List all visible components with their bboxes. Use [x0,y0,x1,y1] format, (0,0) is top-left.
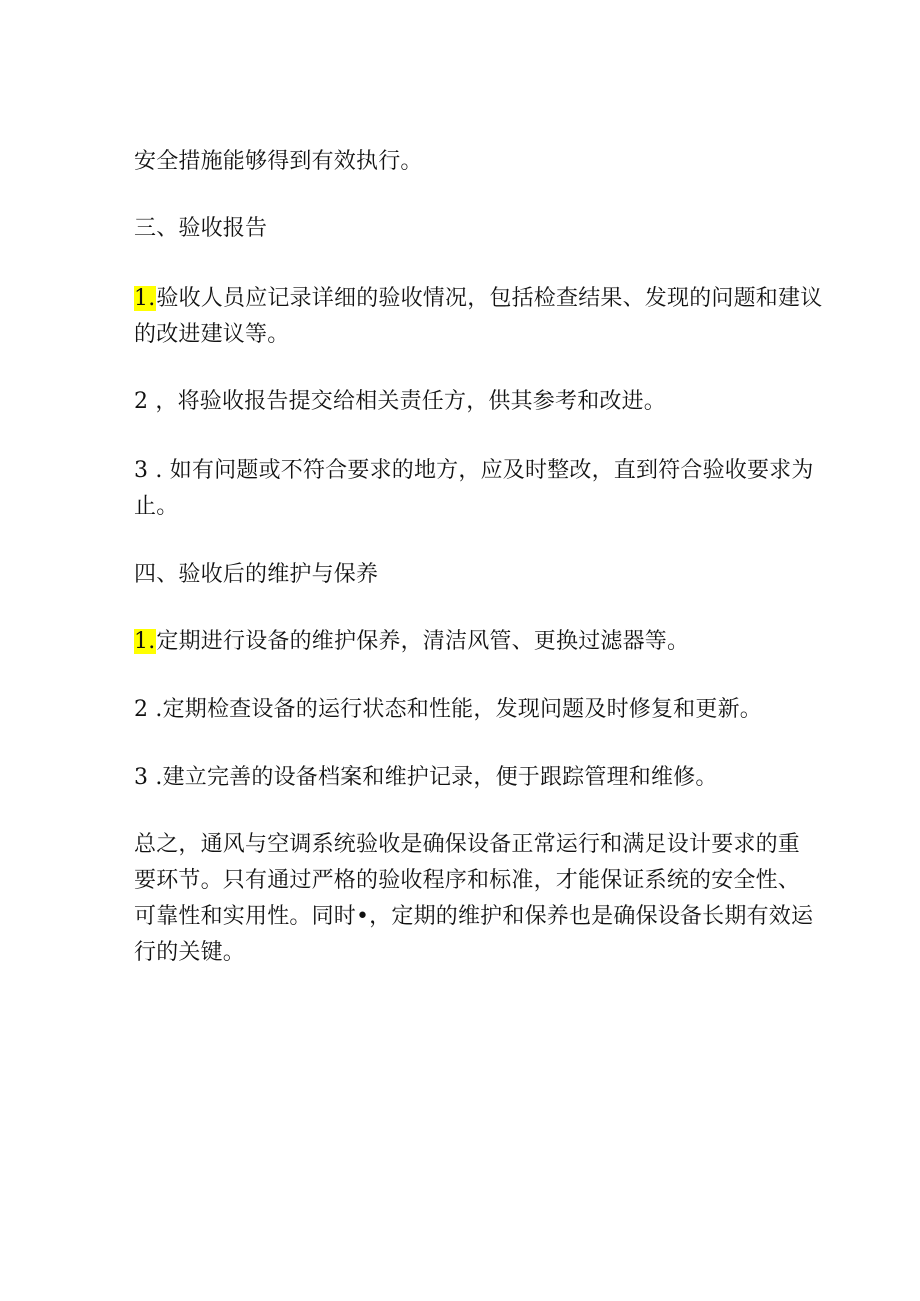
section-3-item-2: 2 ，将验收报告提交给相关责任方，供其参考和改进。 [134,389,666,414]
section-4-item-3: 3 .建立完善的设备档案和维护记录，便于跟踪管理和维修。 [134,765,718,790]
summary-line-3: 可靠性和实用性。同时•，定期的维护和保养也是确保设备长期有效运 [134,904,814,929]
summary-line-4: 行的关键。 [134,940,246,965]
intro-tail-paragraph: 安全措施能够得到有效执行。 [134,149,423,174]
item-text: 验收人员应记录详细的验收情况，包括检查结果、发现的问题和建议 [156,286,823,311]
summary-line-2: 要环节。只有通过严格的验收程序和标准，才能保证系统的安全性、 [134,868,801,893]
highlighted-item-number: 1. [134,286,156,311]
highlighted-item-number: 1. [134,629,156,654]
section-3-item-1-line-1 [134,282,823,316]
section-3-item-3-line-2: 止。 [134,494,179,519]
section-3-heading: 三、验收报告 [134,216,268,241]
section-4-item-2: 2 .定期检查设备的运行状态和性能，发现问题及时修复和更新。 [134,697,762,722]
section-3-item-3-line-1: 3 . 如有问题或不符合要求的地方，应及时整改，直到符合验收要求为 [134,458,814,483]
item-text: 定期进行设备的维护保养，清洁风管、更换过滤器等。 [156,629,690,654]
section-3-item-1-line-2: 的改进建议等。 [134,322,290,347]
summary-line-1: 总之，通风与空调系统验收是确保设备正常运行和满足设计要求的重 [134,832,801,857]
section-4-item-1 [134,625,794,659]
section-4-heading: 四、验收后的维护与保养 [134,562,379,587]
